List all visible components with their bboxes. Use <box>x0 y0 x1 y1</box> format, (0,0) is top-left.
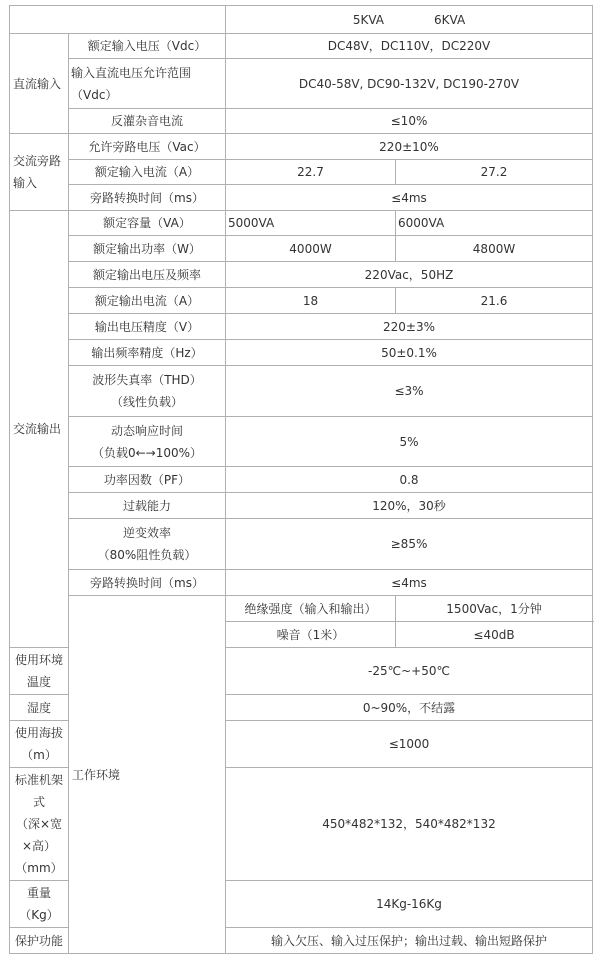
table-header-row <box>10 6 593 34</box>
row-value-6kva: 6000VA <box>396 211 593 236</box>
group-label-line: 交流旁路 <box>13 154 62 168</box>
table-row <box>10 467 593 493</box>
row-value: ≤1000 <box>226 721 593 768</box>
row-value: ≤3% <box>226 366 593 417</box>
row-value: 0~90%，不结露 <box>226 695 593 721</box>
row-label-line: 标准机架式 <box>14 773 63 809</box>
row-value: DC40-58V, DC90-132V, DC190-270V <box>226 59 593 109</box>
row-value-6kva: 21.6 <box>396 288 593 314</box>
table-row <box>10 262 593 288</box>
row-label: 允许旁路电压（Vac） <box>69 134 226 160</box>
row-value: 输入欠压、输入过压保护；输出过载、输出短路保护 <box>226 928 593 954</box>
row-label <box>69 417 226 467</box>
row-value: 220±3% <box>226 314 593 340</box>
table-row <box>10 519 593 570</box>
row-value: -25℃~+50℃ <box>226 648 593 695</box>
row-label: 输出频率精度（Hz） <box>69 340 226 366</box>
row-label <box>69 366 226 417</box>
table-row <box>10 160 593 185</box>
table-row <box>10 288 593 314</box>
table-row <box>10 236 593 262</box>
row-value: ≤40dB <box>396 622 593 648</box>
row-label: 输出电压精度（V） <box>69 314 226 340</box>
row-label: 旁路转换时间（ms） <box>69 185 226 211</box>
row-value: DC48V，DC110V，DC220V <box>226 34 593 59</box>
header-model-b: 6KVA <box>434 12 466 27</box>
group-label-line: 输入 <box>13 176 38 190</box>
row-value-5kva: 22.7 <box>226 160 396 185</box>
row-label: 绝缘强度（输入和输出） <box>226 596 396 622</box>
table-row <box>10 366 593 417</box>
table-row <box>10 493 593 519</box>
row-label: 额定输出电压及频率 <box>69 262 226 288</box>
row-value-5kva: 5000VA <box>226 211 396 236</box>
group-dc-input: 直流输入 <box>10 34 69 134</box>
row-label-line: 波形失真率（THD） <box>92 373 202 387</box>
table-row <box>10 34 593 59</box>
spec-table <box>9 5 593 954</box>
row-label-line: 逆变效率 <box>122 526 171 540</box>
row-value: 5% <box>226 417 593 467</box>
row-label-line: （负载0←→100%） <box>91 445 203 460</box>
row-label: 额定容量（VA） <box>69 211 226 236</box>
row-value: 1500Vac，1分钟 <box>396 596 593 622</box>
row-value: 14Kg-16Kg <box>226 881 593 928</box>
row-value: 0.8 <box>226 467 593 493</box>
row-value: 220±10% <box>226 134 593 160</box>
row-value: ≤10% <box>226 109 593 134</box>
row-label-line: （Vdc） <box>71 87 118 102</box>
table-row <box>10 211 593 236</box>
row-value: ≤4ms <box>226 185 593 211</box>
header-blank-cell <box>10 6 226 34</box>
row-label: 额定输入电压（Vdc） <box>69 34 226 59</box>
row-value-6kva: 27.2 <box>396 160 593 185</box>
row-label: 噪音（1米） <box>226 622 396 648</box>
row-label: 额定输出电流（A） <box>69 288 226 314</box>
row-value-5kva: 18 <box>226 288 396 314</box>
row-label: 反灌杂音电流 <box>69 109 226 134</box>
group-environment: 工作环境 <box>69 596 226 954</box>
row-label <box>10 768 69 881</box>
row-label: 功率因数（PF） <box>69 467 226 493</box>
row-label: 保护功能 <box>10 928 69 954</box>
row-value: ≥85% <box>226 519 593 570</box>
row-label: 旁路转换时间（ms） <box>69 570 226 596</box>
row-label: 使用环境温度 <box>10 648 69 695</box>
row-label: 使用海拔（m） <box>10 721 69 768</box>
row-label: 额定输入电流（A） <box>69 160 226 185</box>
table-row <box>10 596 593 622</box>
header-model-a: 5KVA <box>352 12 384 27</box>
row-label-line: （深×宽×高）（mm） <box>15 817 63 875</box>
row-value: 120%，30秒 <box>226 493 593 519</box>
row-label: 额定输出功率（W） <box>69 236 226 262</box>
table-row <box>10 570 593 596</box>
row-label <box>69 519 226 570</box>
row-label-line: 动态响应时间 <box>110 423 183 438</box>
row-label: 重量（Kg） <box>10 881 69 928</box>
table-row <box>10 185 593 211</box>
row-value: 220Vac，50HZ <box>226 262 593 288</box>
table-row <box>10 417 593 467</box>
row-label-line: （80%阻性负载） <box>97 548 197 562</box>
row-label <box>69 59 226 109</box>
table-row <box>10 109 593 134</box>
group-ac-output: 交流输出 <box>10 211 69 648</box>
row-label: 过载能力 <box>69 493 226 519</box>
table-row <box>10 314 593 340</box>
header-models-cell <box>226 6 593 34</box>
row-value-5kva: 4000W <box>226 236 396 262</box>
row-value-6kva: 4800W <box>396 236 593 262</box>
row-label-line: 输入直流电压允许范围 <box>71 65 192 80</box>
row-value: 450*482*132，540*482*132 <box>226 768 593 881</box>
row-value: ≤4ms <box>226 570 593 596</box>
table-row <box>10 59 593 109</box>
row-value: 50±0.1% <box>226 340 593 366</box>
row-label-line: （线性负载） <box>110 395 183 409</box>
table-row <box>10 340 593 366</box>
row-label: 湿度 <box>10 695 69 721</box>
table-row <box>10 134 593 160</box>
group-ac-bypass-input <box>10 134 69 211</box>
